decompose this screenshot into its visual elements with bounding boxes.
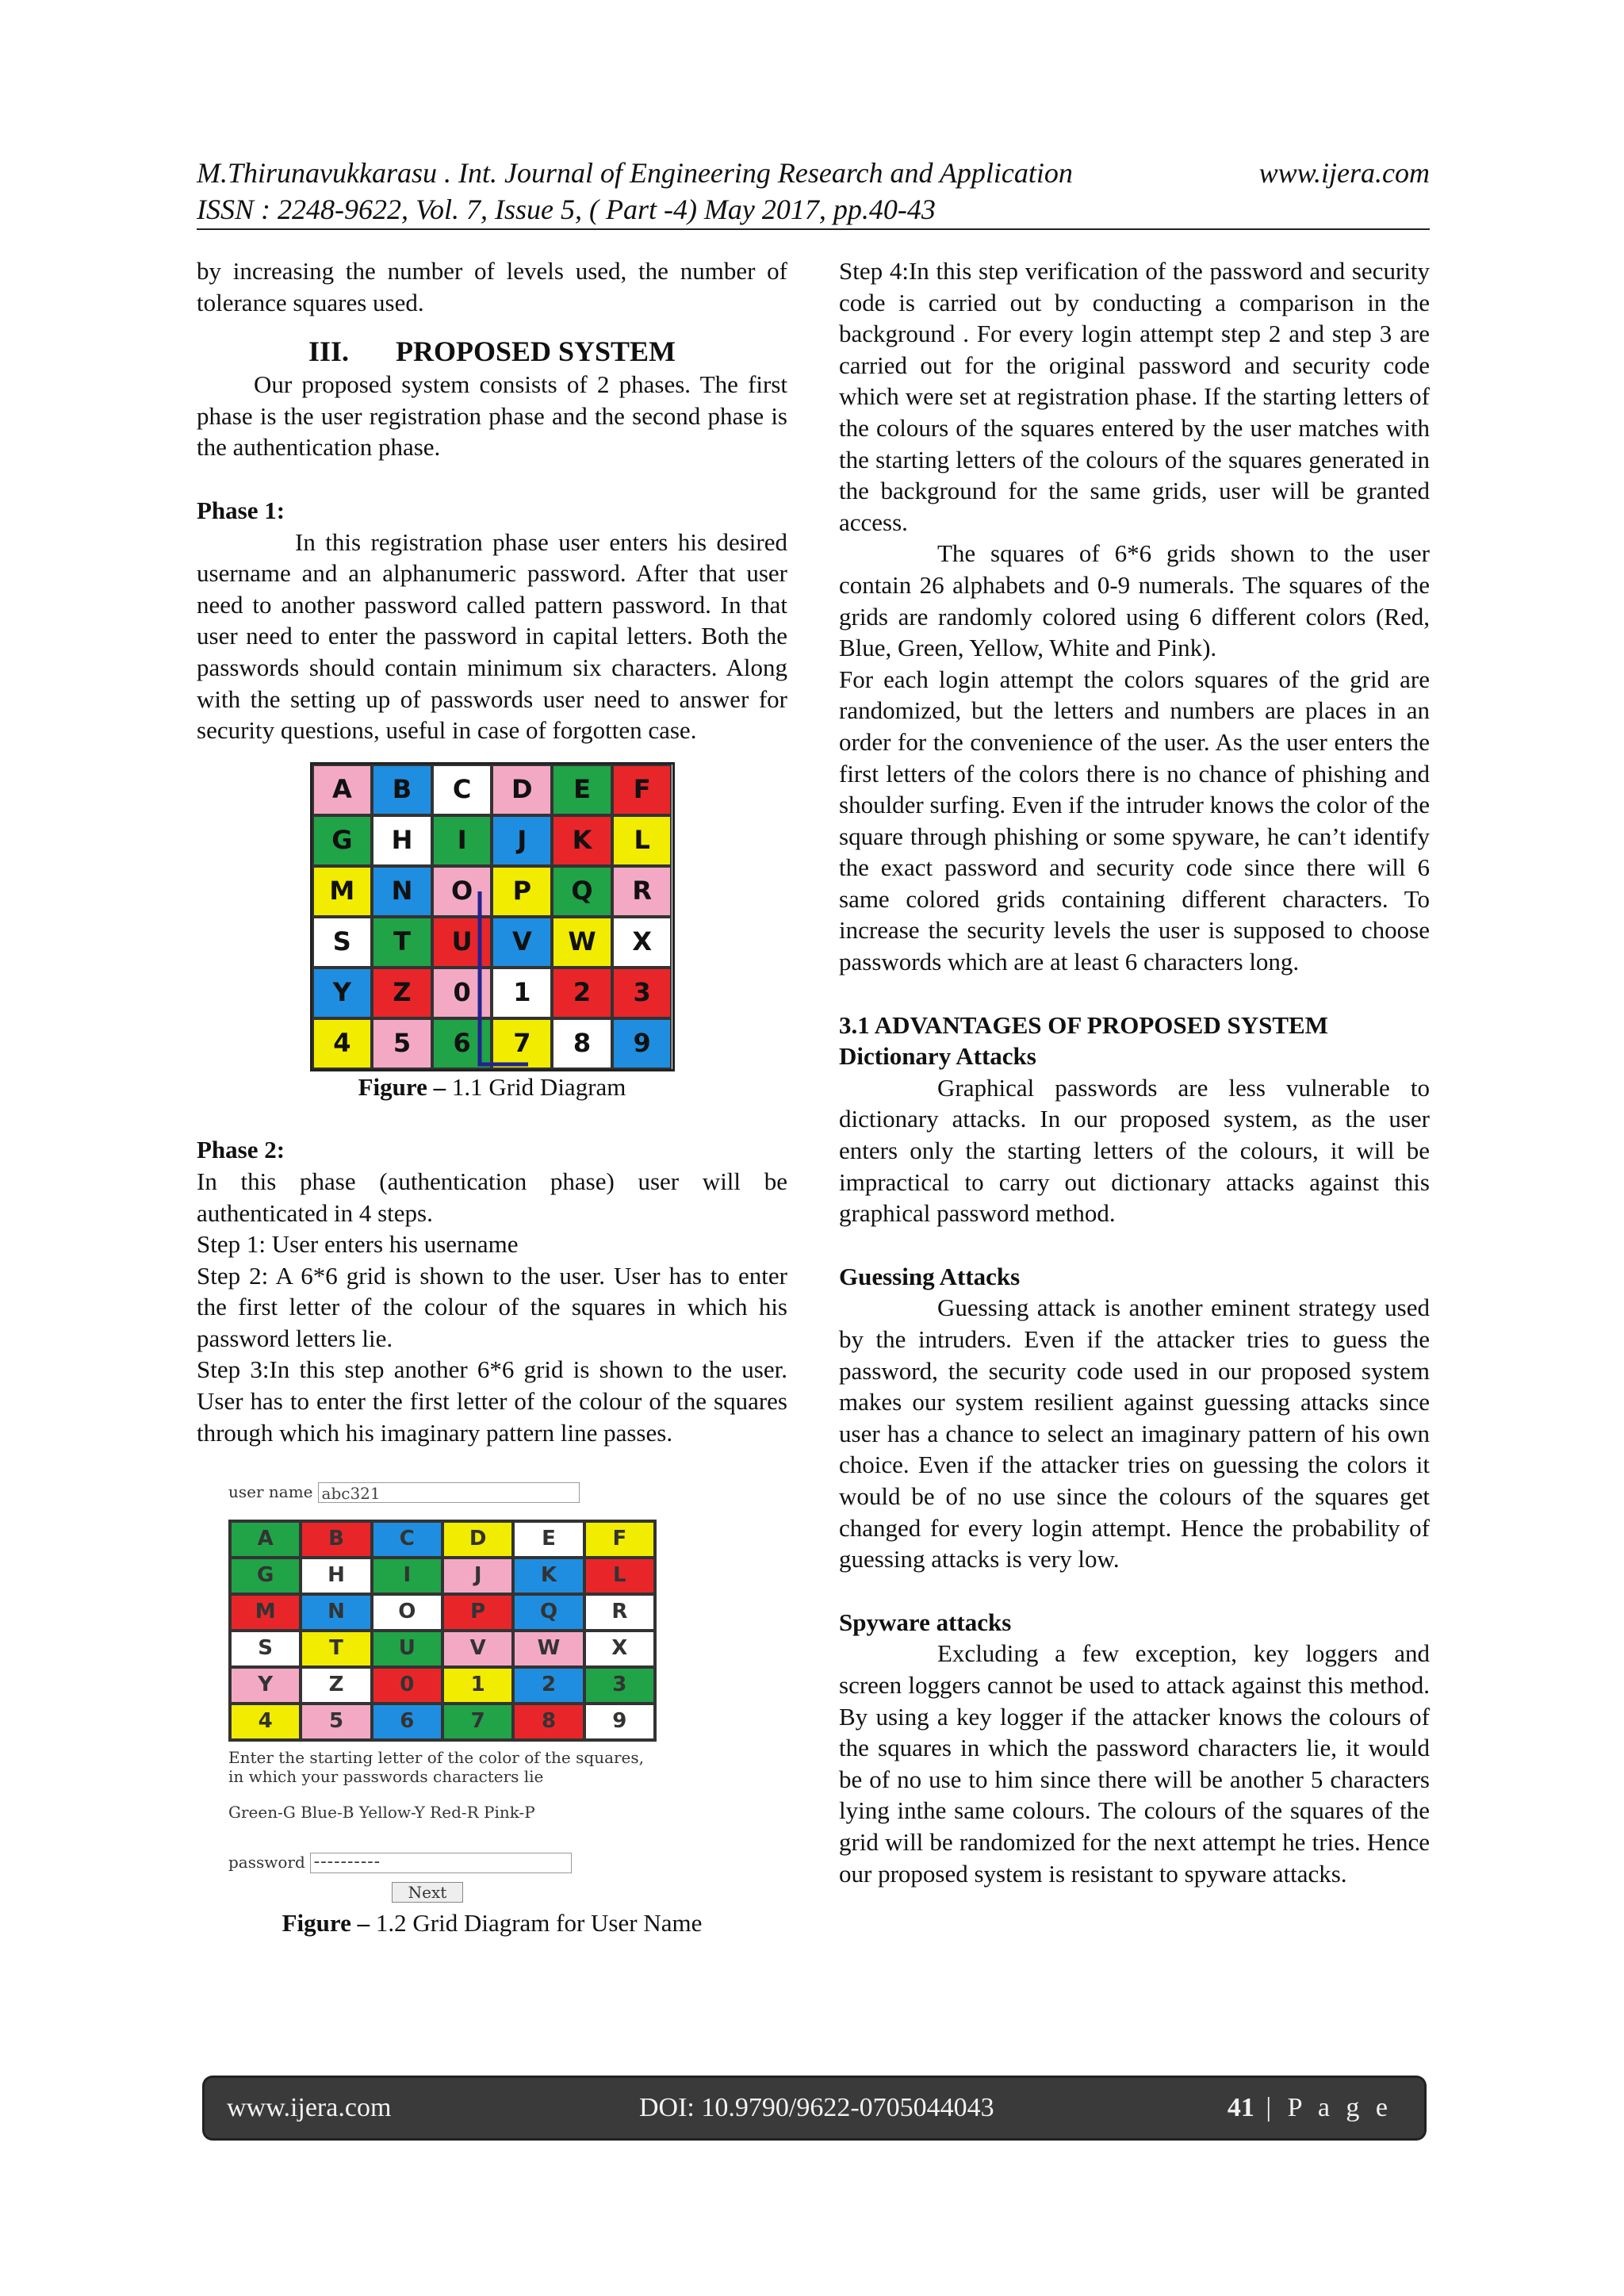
journal-line: M.Thirunavukkarasu . Int. Journal of Engineering Research and Application [197,157,1073,189]
grid1-cell-e: E [552,765,612,815]
step-3: Step 3:In this step another 6*6 grid is shown to the user. User has to enter the first letter of the colour of the squares through which his imaginary pattern line passes. [197,1355,787,1447]
grid1-cell-z: Z [372,968,432,1018]
password-row [228,1847,752,1879]
grid1-cell-k: K [552,815,612,866]
running-header [197,155,1430,228]
advantages-heading: 3.1 ADVANTAGES OF PROPOSED SYSTEM [839,1010,1328,1039]
step-1: Step 1: User enters his username [197,1230,519,1259]
footer-doi: DOI: 10.9790/9622-0705044043 [639,2093,994,2122]
color-legend: Green-G Blue-B Yellow-Y Red-R Pink-P [228,1802,535,1822]
grid2-cell-6: 6 [372,1704,442,1740]
grid1-cell-v: V [492,917,552,968]
figure1-caption [197,1071,787,1103]
grid2-cell-e: E [513,1521,584,1558]
grid1-cell-5: 5 [372,1018,432,1069]
step-2: Step 2: A 6*6 grid is shown to the user. User has to enter the first letter of the colour of the squares in which his password letters lie. [197,1261,787,1352]
grid2-cell-g: G [230,1558,301,1594]
spyware-text: Excluding a few exception, key loggers and screen loggers cannot be used to attack against this method. By using a key logger if the attacker knows the colours of the squares in which the password characters lie, it would be of no use to him since there will be another 5 characters lying inthe same colours. The colours of the squares of the grid will be randomized for the next attempt he tries. Hence our proposed system is resistant to spyware attacks. [839,1639,1430,1888]
footer-website[interactable]: www.ijera.com [227,2093,392,2122]
grid2-cell-o: O [372,1594,442,1631]
grid1-cell-7: 7 [492,1018,552,1069]
grid2-cell-4: 4 [230,1704,301,1740]
grid2-cell-f: F [584,1521,655,1558]
figure2-caption-label: Figure – [282,1909,370,1938]
grid1-cell-8: 8 [552,1018,612,1069]
paragraph-continuation: by increasing the number of levels used, the number of tolerance squares used. [197,257,787,316]
grid2-cell-j: J [442,1558,513,1594]
grid2-cell-l: L [584,1558,655,1594]
grid1-cell-9: 9 [612,1018,672,1069]
grid2-cell-c: C [372,1521,442,1558]
issn-line: ISSN : 2248-9622, Vol. 7, Issue 5, ( Part -4) May 2017, pp.40-43 [197,194,936,225]
grid1-cell-i: I [432,815,492,866]
paragraph-step4: Step 4:In this step verification of the password and security code is carried out by conducting a comparison in the background . For every login attempt step 2 and step 3 are carried out for the original password and security code which were set at registration phase. If the starting letters of the colours of the squares entered by the user matches with the starting letters of the colours of the squares generated in the background for the same grids, user will be granted access. [839,257,1430,536]
grid1-cell-n: N [372,866,432,917]
phase2-heading: Phase 2: [197,1136,285,1164]
grid1-cell-6: 6 [432,1018,492,1069]
guessing-text: Guessing attack is another eminent strategy used by the intruders. Even if the attacker tries to guess the password, the security code used in our proposed system makes our system resilient against guessing attacks since user has a chance to select an imaginary pattern of his own choice. Even if the attacker tries on guessing the colors it would be of no use since the colours of the squares get changed for every login attempt. Hence the probability of guessing attacks is very low. [839,1294,1430,1573]
section-heading [197,334,787,369]
grid1-cell-t: T [372,917,432,968]
grid2-cell-p: P [442,1594,513,1631]
header-rule [197,228,1430,230]
grid-diagram-1 [310,762,675,1071]
grid2-cell-x: X [584,1631,655,1667]
figure2-caption-text: 1.2 Grid Diagram for User Name [370,1909,703,1938]
grid1-cell-f: F [612,765,672,815]
grid1-cell-l: L [612,815,672,866]
grid2-cell-b: B [301,1521,371,1558]
grid2-cell-i: I [372,1558,442,1594]
grid1-cell-s: S [312,917,373,968]
grid2-cell-s: S [230,1631,301,1667]
grid2-cell-t: T [301,1631,371,1667]
spyware-heading: Spyware attacks [839,1608,1012,1636]
grid1-cell-p: P [492,866,552,917]
figure1-caption-text: 1.1 Grid Diagram [446,1072,626,1101]
password-input[interactable]: ---------- [310,1853,572,1873]
username-input[interactable]: abc321 [318,1482,580,1503]
grid1-cell-o: O [432,866,492,917]
grid2-cell-d: D [442,1521,513,1558]
figure2-caption [197,1907,787,1939]
grid1-cell-1: 1 [492,968,552,1018]
grid1-cell-u: U [432,917,492,968]
grid2-cell-k: K [513,1558,584,1594]
phase1-heading: Phase 1: [197,496,285,524]
grid1-cell-x: X [612,917,672,968]
section-title: PROPOSED SYSTEM [395,335,676,368]
grid1-cell-0: 0 [432,968,492,1018]
grid2-cell-3: 3 [584,1667,655,1704]
grid2-cell-1: 1 [442,1667,513,1704]
username-row [228,1477,752,1508]
grid2-cell-0: 0 [372,1667,442,1704]
grid2-cell-9: 9 [584,1704,655,1740]
left-column [197,255,787,1939]
dictionary-heading: Dictionary Attacks [839,1042,1036,1071]
grid1-cell-4: 4 [312,1018,373,1069]
page-footer [205,2078,1424,2138]
grid2-cell-2: 2 [513,1667,584,1704]
grid2-cell-u: U [372,1631,442,1667]
grid-diagram-2 [228,1520,657,1742]
instruction-line-1: Enter the starting letter of the color of the squares, [228,1747,645,1767]
username-label: user name [228,1482,313,1502]
grid2-cell-5: 5 [301,1704,371,1740]
figure-2-login-form [197,1477,752,1903]
grid1-cell-a: A [312,765,373,815]
paragraph-phase2: In this phase (authentication phase) user will be authenticated in 4 steps. [197,1167,787,1227]
grid1-cell-3: 3 [612,968,672,1018]
right-column [839,255,1430,1889]
grid2-cell-n: N [301,1594,371,1631]
guessing-heading: Guessing Attacks [839,1262,1021,1290]
password-label: password [228,1853,305,1872]
grid2-cell-7: 7 [442,1704,513,1740]
grid2-cell-y: Y [230,1667,301,1704]
page-label: | P a g e [1254,2093,1392,2122]
grid2-cell-v: V [442,1631,513,1667]
grid1-cell-j: J [492,815,552,866]
grid2-cell-w: W [513,1631,584,1667]
section-number: III. [308,335,349,368]
grid1-cell-b: B [372,765,432,815]
grid2-cell-8: 8 [513,1704,584,1740]
form-instruction [228,1748,752,1786]
grid2-cell-a: A [230,1521,301,1558]
grid1-cell-c: C [432,765,492,815]
grid1-cell-m: M [312,866,373,917]
grid2-cell-h: H [301,1558,371,1594]
journal-website[interactable]: www.ijera.com [1258,157,1430,189]
grid1-cell-y: Y [312,968,373,1018]
grid2-cell-m: M [230,1594,301,1631]
paragraph-grid-description: The squares of 6*6 grids shown to the user contain 26 alphabets and 0-9 numerals. The squares of the grids are randomly colored using 6 different colors (Red, Blue, Green, Yellow, White and Pink). [839,539,1430,662]
instruction-line-2: in which your passwords characters lie [228,1766,544,1786]
grid1-cell-d: D [492,765,552,815]
figure1-caption-label: Figure – [358,1072,446,1101]
grid1-cell-w: W [552,917,612,968]
paragraph-overview: Our proposed system consists of 2 phases. The first phase is the user registration phase and the second phase is the authentication phase. [197,370,787,462]
grid1-cell-r: R [612,866,672,917]
dictionary-text: Graphical passwords are less vulnerable to dictionary attacks. In our proposed system, as the user enters only the starting letters of the colours, it will be impractical to carry out dictionary attacks against this graphical password method. [839,1073,1430,1228]
grid2-cell-q: Q [513,1594,584,1631]
grid1-cell-g: G [312,815,373,866]
paragraph-phase1: In this registration phase user enters his desired username and an alphanumeric password. After that user need to another password called pattern password. In that user need to enter the password in capital letters. Both the passwords should contain minimum six characters. Along with the setting up of passwords user need to answer for security questions, useful in case of forgotten case. [197,527,787,745]
paragraph-randomization: For each login attempt the colors squares of the grid are randomized, but the letters and numbers are places in an order for the convenience of the user. As the user enters the first letters of the colors there is no chance of phishing and shoulder surfing. Even if the intruder knows the color of the square through phishing or some spyware, he can’t identify the exact password and security code since there will 6 same colored grids containing different characters. To increase the security levels the user is supposed to choose passwords which are at least 6 characters long. [839,665,1430,976]
grid1-cell-q: Q [552,866,612,917]
grid1-cell-2: 2 [552,968,612,1018]
footer-page [1228,2093,1392,2123]
grid2-cell-z: Z [301,1667,371,1704]
next-button[interactable]: Next [392,1882,463,1903]
grid2-cell-r: R [584,1594,655,1631]
grid1-cell-h: H [372,815,432,866]
page-number: 41 [1227,2093,1254,2122]
